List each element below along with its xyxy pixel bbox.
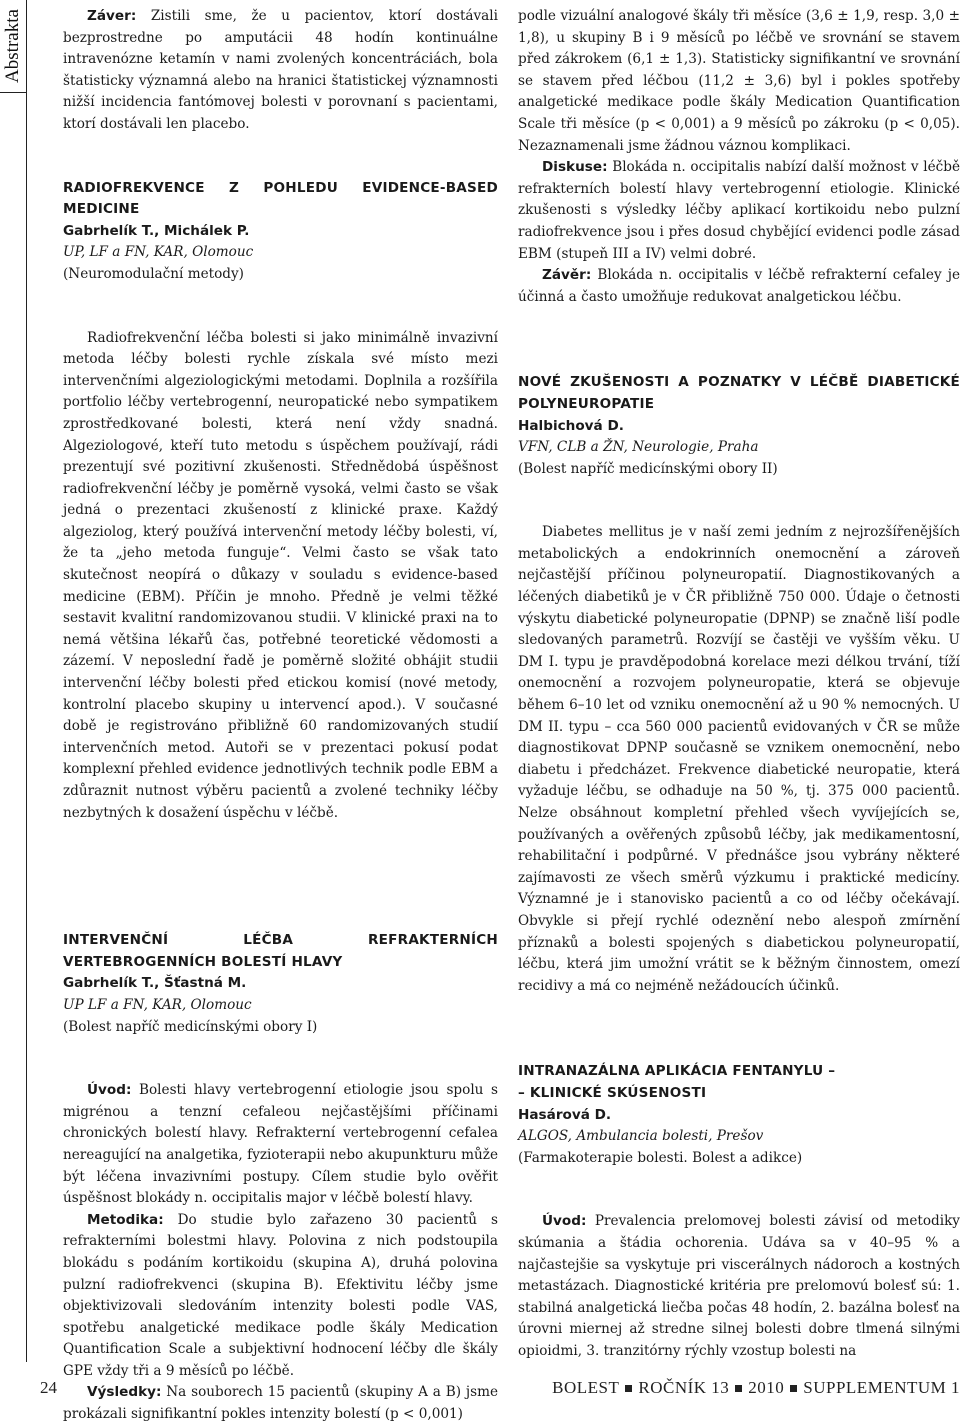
zaver-text: Blokáda n. occipitalis v léčbě refrakterní cefaley je účinná a často umožňuje redukovat analgetickou léčbu. [518, 267, 960, 305]
article-authors: Gabrhelík T., Michálek P. [63, 222, 250, 239]
results-continuation: podle vizuální analogové škály tři měsíce (3,6 ± 1,9, resp. 3,0 ± 1,8), u skupiny B i 9 měsíců po léčbě ve srovnání se stavem před zákrokem (6,1 ± 1,3). Statisticky signifikantní ve srovnání se stavem před léčbou (11,2 ± 3,6) byl i pokles spotřeby analgetické medikace podle škály Medication Quantification Scale tři měsíce (p < 0,001) a 9 měsíců po zákroku (p < 0,05). Nezaznamenali jsme žádnou váznou komplikaci. [518, 8, 960, 154]
diskuse-label: Diskuse: [542, 159, 608, 176]
uvod-label: Úvod: [87, 1082, 132, 1099]
article-authors: Halbichová D. [518, 417, 624, 434]
article-authors: Gabrhelík T., Šťastná M. [63, 975, 247, 992]
separator-square-icon [735, 1385, 742, 1392]
journal-name: BOLEST [552, 1378, 620, 1397]
article-section: (Farmakoterapie bolesti. Bolest a adikce) [518, 1149, 803, 1166]
article-radiofrekvence [63, 178, 498, 825]
journal-volume: ROČNÍK 13 [638, 1378, 730, 1397]
page-footer [40, 1378, 960, 1402]
uvod-text: Prevalencia prelomovej bolesti závisí od metodiky skúmania a štádia ochorenia. Udáva sa v 40–95 % a najčastejšie sa vyskytuje pri viscerálnych nádoroch a kostných metastázach. Diagnostické kritéria pre prelomovú bolesť sú: 1. stabilná analgetická liečba počas 48 hodín, 2. bazálna bolesť na úrovni miernej až stredne silnej bolesti dobre tlmená silnými opioidmi, 3. tranzitórny rýchly vzostup bolesti na [518, 1213, 960, 1359]
article-authors: Hasárová D. [518, 1106, 612, 1123]
article-intervencni-lecba [63, 930, 498, 1425]
article-title: NOVÉ ZKUŠENOSTI A POZNATKY V LÉČBĚ DIABETICKÉ POLYNEUROPATIE [518, 374, 960, 412]
uvod-paragraph [63, 1080, 498, 1210]
article-diabeticka-polyneuropatie [518, 372, 960, 997]
article-section: (Bolest napříč medicínskými obory I) [63, 1018, 318, 1035]
diskuse-text: Blokáda n. occipitalis nabízí další možnost v léčbě refrakterních bolestí hlavy vertebrogenní etiologie. Klinické zkušenosti s výsledky léčby aplikací kortikoidu nebo pulzní radiofrekvence jsou i přes dosud chybějící evidenci podle zásad EBM (stupeň III a IV) velmi dobré. [518, 159, 960, 262]
separator-square-icon [625, 1385, 632, 1392]
metodika-paragraph [63, 1210, 498, 1383]
journal-line [552, 1378, 960, 1398]
diskuse-paragraph [518, 157, 960, 265]
article-title: INTERVENČNÍ LÉČBA REFRAKTERNÍCH VERTEBROGENNÍCH BOLESTÍ HLAVY [63, 932, 498, 970]
metodika-label: Metodika: [87, 1211, 164, 1228]
uvod-text: Bolesti hlavy vertebrogenní etiologie jsou spolu s migrénou a tenzní cefaleou nejčastějšími příčinami chronických bolestí hlavy. Refrakterní vertebrogenní cefalea nereagující na analgetika, fyzioterapii nebo akupunkturu může být léčena invazivními postupy. Cílem studie bylo ověřit úspěšnost blokády n. occipitalis major v léčbě bolestí hlavy. [63, 1082, 498, 1207]
article-body: Radiofrekvenční léčba bolesti si jako minimálně invazivní metoda léčby bolesti rychle získala své místo mezi intervenčními algeziologickými metodami. Doplnila a rozšířila portfolio léčby vertebrogenní, neuropatické nebo sympatikem zprostředkované bolesti, která není vždy snadná. Algeziologové, kteří tuto metodu s úspěchem používají, rádi prezentují své pozitivní zkušenosti. Střednědobá úspěšnost radiofrekvenční léčby je poměrně vysoká, velmi často se však jedná o prezentaci zkušeností z klinické praxe. Každý algeziolog, který používá intervenční metody léčby bolesti, ví, že ta „jeho metoda funguje“. Velmi často se však tato skutečnost neopírá o důkazy v souladu s evidence-based medicine (EBM). Příčin je mnoho. Předně je velmi těžké sestavit kvalitní randomizovanou studii. V klinické praxi na to nemá většina lékařů čas, potřebné teoretické vědomosti a zázemí. V neposlední řadě je poměrně složité obhájit studii intervenční léčby bolesti před etickou komisí (nové metody, kontrolní placebo skupiny u intervencí apod.). V současné době je registrováno přibližně 60 randomizovaných studií intervenčních metod. Autoři se v prezentaci pokusí podat komplexní přehled evidence jednotlivých technik podle EBM a zdůraznit nutnost výběru pacientů a zvolené techniky léčby nezbytných k dosažení úspěchu v léčbě. [63, 329, 498, 821]
zaver-paragraph [518, 265, 960, 308]
article-title-line1: INTRANAZÁLNA APLIKÁCIA FENTANYLU – [518, 1063, 836, 1080]
article-section: (Neuromodulační metody) [63, 265, 244, 282]
conclusion-text: Zistili sme, že u pacientov, ktorí dostávali bezprostredne po amputácii 48 hodín kontinuálne intravenózne ketamín v nami zvolených koncentráciách, bola štatisticky významná alebo na hranici štatistickej významnosti nižší incidencia fantómovej bolesti v porovnaní s pacientami, ktorí dostávali len placebo. [63, 8, 498, 132]
section-tab-label: Abstrakta [2, 9, 23, 83]
conclusion-label: Záver: [87, 8, 137, 24]
article-title-line2: – KLINICKÉ SKÚSENOSTI [518, 1084, 707, 1101]
uvod-label: Úvod: [542, 1213, 587, 1230]
article-title: RADIOFREKVENCE Z POHLEDU EVIDENCE-BASED MEDICINE [63, 179, 498, 218]
left-column [63, 6, 498, 1426]
article-affiliation: UP, LF a FN, KAR, Olomouc [63, 244, 254, 261]
article-intranazalna-aplikacia [518, 1061, 960, 1362]
margin-rule [26, 92, 27, 1362]
journal-year: 2010 [748, 1378, 785, 1397]
journal-supplement: SUPPLEMENTUM 1 [803, 1378, 960, 1397]
article-affiliation: ALGOS, Ambulancia bolesti, Prešov [518, 1128, 764, 1145]
article-affiliation: VFN, CLB a ŽN, Neurologie, Praha [518, 439, 759, 456]
metodika-text: Do studie bylo zařazeno 30 pacientů s refrakterními bolestmi hlavy. Polovina z nich podstoupila blokádu s podáním kortikoidu (skupina A), druhá polovina pulzní radiofrekvenci (skupina B). Efektivitu léčby jsme objektivizovali sledováním intenzity bolesti podle VAS, spotřebu analgetické medikace podle škály Medication Quantification Scale a subjektivní hodnocení léčby dle škály GPE vždy tři a 9 měsíců po léčbě. [63, 1211, 498, 1379]
page-number: 24 [40, 1378, 57, 1397]
right-column [518, 6, 960, 1362]
uvod-paragraph [518, 1211, 960, 1362]
section-tab [0, 0, 27, 93]
separator-square-icon [790, 1385, 797, 1392]
article-affiliation: UP LF a FN, KAR, Olomouc [63, 996, 252, 1013]
vysledky-label: Výsledky: [87, 1384, 162, 1401]
article-body: Diabetes mellitus je v naší zemi jedním z nejrozšířenějších metabolických a endokrinních onemocnění a zároveň nejčastější příčinou polyneuropatií. Diagnostikovaných a léčených diabetiků je v ČR přibližně 750 000. Údaje o četnosti výskytu diabetické polyneuropatie (DPNP) se značně liší podle sledovaných parametrů. Rozvíjí se častěji ve vyšším věku. U DM I. typu je pravděpodobná korelace mezi délkou trvání, tíží onemocnění a rozvojem polyneuropatie, která se objevuje během 6–10 let od vzniku onemocnění až u 90 % nemocných. U DM II. typu – cca 560 000 pacientů evidovaných v ČR se může diagnostikovat DPNP současně se vznikem onemocnění, nebo diabetu i předcházet. Frekvence diabetické neuropatie, která vyžaduje léčbu, se odhaduje na 50 %, tj. 375 000 pacientů. Nelze obsáhnout kompletní přehled všech vyvíjejících se, používaných a ověřených způsobů léčby, jak medikamentosní, rehabilitační i podpůrné. V přednášce jsou vybrány některé zajímavosti ze všech směrů výzkumu i praktické medicíny. Významné je i stanovisko pacientů a co od léčby očekávají. Obvykle si přejí rychlé odeznění nebo alespoň zmírnění příznaků a bolesti spojených s diabetickou polyneuropatií, léčbu, která jim umožní vrátit se k běžným činnostem, omezí recidivy a má co nejméně nežádoucích účinků. [518, 524, 960, 994]
intro-conclusion [63, 6, 498, 136]
article-section: (Bolest napříč medicínskými obory II) [518, 460, 778, 477]
zaver-label: Závěr: [542, 267, 592, 284]
vysledky-text: Na souborech 15 pacientů (skupiny A a B) jsme prokázali signifikantní pokles intenzity bolestí (p < 0,001) [63, 1384, 498, 1423]
